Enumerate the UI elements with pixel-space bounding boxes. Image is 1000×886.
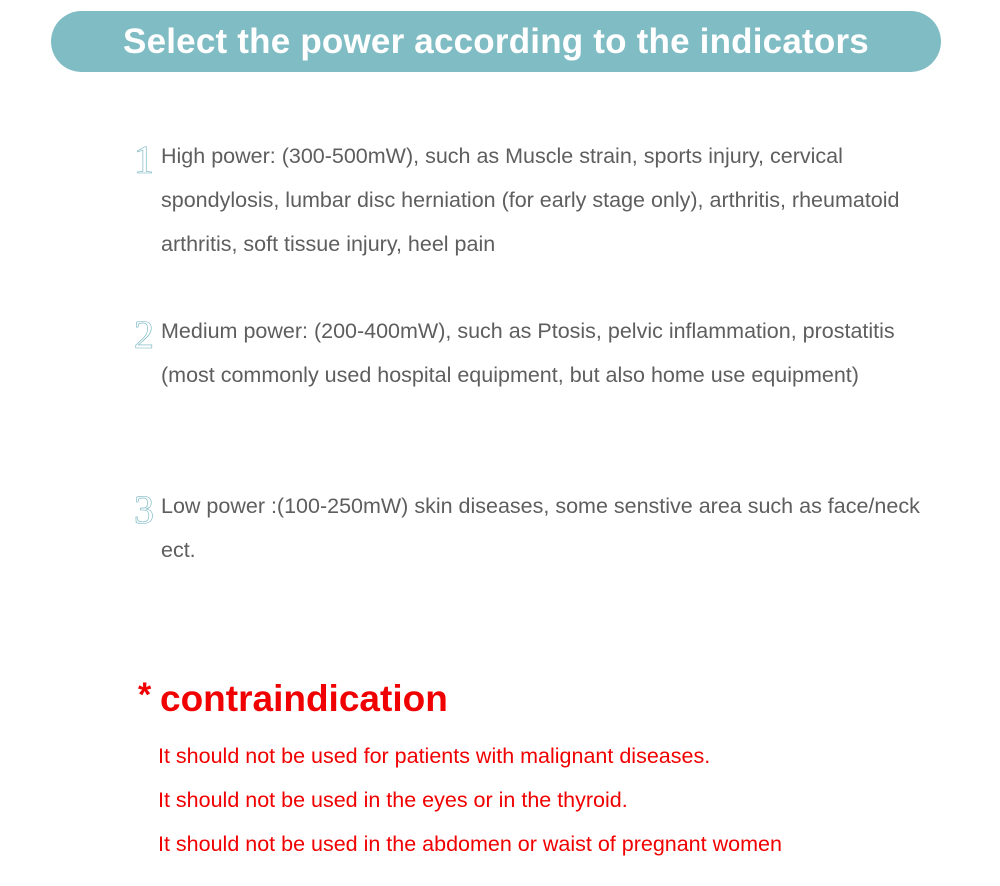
- indicator-number: 2: [134, 312, 154, 357]
- indicator-number: 3: [134, 487, 154, 532]
- title-banner: [51, 11, 941, 72]
- list-item: It should not be used in the eyes or in the thyroid.: [158, 788, 628, 812]
- list-item: It should not be used in the abdomen or waist of pregnant women: [158, 832, 782, 856]
- indicator-text: Medium power: (200-400mW), such as Ptosis, pelvic inflammation, prostatitis (most commonly used hospital equipment, but also home use equipment): [161, 319, 895, 387]
- list-item: It should not be used for patients with malignant diseases.: [158, 744, 711, 768]
- contraindication-list: [158, 734, 782, 866]
- page-title: Select the power according to the indicators: [123, 21, 869, 61]
- indicator-number: 1: [134, 137, 154, 182]
- indicator-text: High power: (300-500mW), such as Muscle strain, sports injury, cervical spondylosis, lumbar disc herniation (for early stage only), arthritis, rheumatoid arthritis, soft tissue injury, heel pain: [161, 144, 900, 256]
- contraindication-heading: contraindication: [160, 678, 448, 719]
- asterisk-icon: *: [138, 676, 152, 714]
- indicator-text: Low power :(100-250mW) skin diseases, some senstive area such as face/neck ect.: [161, 494, 920, 562]
